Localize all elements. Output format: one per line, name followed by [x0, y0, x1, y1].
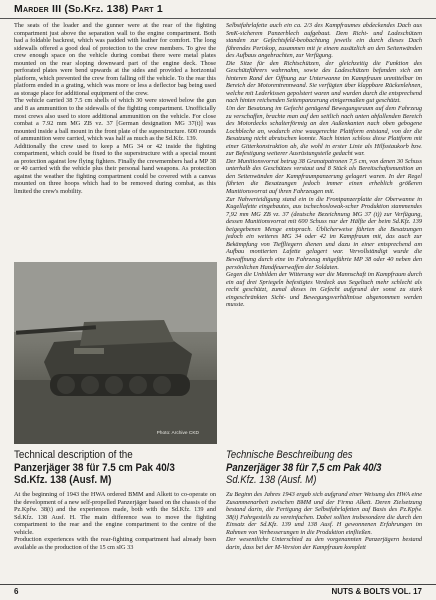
heading-line: Technische Beschreibung des — [226, 449, 353, 461]
heading-line: Panzerjäger 38 für 7.5 cm Pak 40/3 — [14, 461, 175, 474]
paragraph: Zur Nahverteidigung stand ein in die Frontpanzerplatte der Oberwanne in Kugellafette eingebautes, aus tschechoslowak-scher Produktion stammendes 7,92 mm MG ZB vz. 37 (deutsche Bezeichnung MG 37 (t)) zur Verfügung, dessen Munitionsvorrat mit 600 Schuss nur der Hälfte der beim Sd.Kfz. 139 beigegebenen Menge entsprach. Üblicherweise führten die Besatzungen jedoch ein weiteres MG 34 oder 42 im Kampfraum mit, das auch zur Bekämpfung von Tieffliegern dienen und dazu in einer entsprechend am Aufbau montierten Lafette gelagert war. Vervollständigt wurde die Bewaffnung durch eine im Fahrzeug mitgeführte MP 38 oder 40 neben den persönlichen Handfeuerwaffen der Soldaten. — [226, 195, 422, 271]
section-heading-german — [226, 449, 405, 487]
right-column-text — [226, 22, 422, 309]
paragraph: The seats of the loader and the gunner were at the rear of the fighting compartment just above the separation wall to the engine compartment. Both had a foldable backrest, which was padded with leather for comfort. The long sidewalls offered a good deal of protection to the crew members. To give the crew enough space on the vehicle during combat there were metal plates mounted on the rear sloping downward part of the engine deck. Those perforated plates were bend upwards at the sides and provided a horizontal platform, which prevented the crew from falling off the vehicle. To the rear this platform ended in a grating, which was more or less a deflector bag being used as storage place for additional equipment of the crew. — [14, 22, 216, 97]
heading-line: Technical description of the — [14, 449, 133, 461]
heading-line: Panzerjäger 38 für 7,5 cm Pak 40/3 — [226, 461, 382, 474]
photo-credit: Photo: Archive CKD — [156, 431, 199, 436]
right-lower-text: Zu Beginn des Jahres 1943 ergab sich aufgrund einer Weisung des HWA eine Zusammenarbeit zwischen BMM und der Firma Alkett. Deren Zielsetzung bestand darin, die Fertigung der Selbstfahrlafetten auf Basis des Pz.Kpfw. 38(t) Fahrgestells zu vereinfachen. Dabei sollten insbesondere die durch den Einsatz der Sd.Kfz. 139 und 138 Ausf. H gewonnenen Erfahrungen im Rahmen von Verbesserungen in die Produktion einfließen. Der wesentliche Unterschied zu den vorgenannten Panzerjägern bestand darin, dass bei der M-Version der Kampfraum komplett — [226, 491, 422, 551]
footer-rule — [0, 584, 436, 585]
paragraph: Selbstfahrlafette auch ein ca. 2/3 des Kampfraumes abdeckendes Dach aus SmK-sicherem Panzerblech aufgebaut. Dem Richt- und Ladeschützen standen zur Gefechtsfeld-beobachtung jeweils ein durch dieses Dach führendes Periskop, zusammen mit je einem zusätzlich an den Seitenwänden des Aufbaus angebrachten, zur Verfügung. — [226, 22, 422, 60]
paragraph: Der Munitionsvorrat betrug 38 Granatpatronen 7,5 cm, von denen 30 Schuss unterhalb des Geschützes verstaut und 8 Stück als Bereitschaftsmunition an den Seitenwänden der Kampfraumpanzerung gelagert waren. In der Regel führten die Besatzungen jedoch immer einen erheblich größeren Munitionsvorrat auf ihren Fahrzeugen mit. — [226, 157, 422, 196]
series-title: NUTS & BOLTS VOL. 17 — [331, 587, 422, 596]
page-number: 6 — [14, 587, 19, 596]
tank-photo — [14, 262, 217, 444]
left-lower-text: At the beginning of 1943 the HWA ordered BMM and Alkett to co-operate on the development of a new self-propelled Panzerjäger based on the chassis of the Pz.Kpfw. 38(t) and the experiences made, both with the Sd.Kfz. 139 and Sd.Kfz. 138 Ausf. H. The main difference was to move the fighting compartment to the rear and the engine compartment to the centre of the vehicle. Production experiences with the rear-fighting compartment had already been available as the production of the 15 cm sIG 33 — [14, 491, 216, 551]
paragraph: Additionally the crew used to keep a MG 34 or 42 inside the fighting compartment, which could be fixed to the superstructure with a special mount as protection against low flying fighters. Finally the crewmembers had a MP 38 or 40 carried with the vehicle plus their personal hand weapons. As protection against the weather the fighting compartment could be covered with a canvas mounted on three hoops which had to be removed during combat, as this limited the crew's mobility. — [14, 142, 216, 196]
heading-line: Sd.Kfz. 138 (Ausf. M) — [14, 474, 112, 486]
paragraph: Um der Besatzung im Gefecht genügend Bewegungsraum auf dem Fahrzeug zu verschaffen, brachte man auf den seitlich nach unten abfallenden Bereich des Motordecks schalterförmig an den Außenkanten nach oben gebogene Lochbleche an, wodurch eine waagerechte Plattform entstand, von der die Besatzung nicht abrutschen konnte. Nach hinten schloss diese Plattform mit einer Gitterkonstruktion ab, die wohl in erster Linie als Hilfsstaukorb bzw. zur Befestigung weiterer Ausrüstungsteile gedacht war. — [226, 105, 422, 158]
left-column-text — [14, 22, 216, 196]
paragraph: Die Sitze für den Richtschützen, der gleichzeitig die Funktion des Geschützführers wahrnahm, sowie des Ladeschützen befanden sich am hinteren Rand der Öffnung zur Unterwanne im Kampfraum unmittelbar im Bereich der Motorentrennwand. Sie verfügten über klappbare Rückenlehnen, welche mit Lederkissen gepolstert waren und wurden durch die entsprechend nach hinten reichenden Seitenpanzerung einigermaßen gut geschützt. — [226, 59, 422, 105]
heading-line: Sd.Kfz. 138 (Ausf. M) — [226, 474, 317, 486]
tank-photo-illustration — [14, 262, 217, 444]
running-title: Marder III (Sd.Kfz. 138) Part 1 — [14, 3, 163, 15]
page-header — [0, 0, 436, 19]
paragraph: Gegen die Unbilden der Witterung war die Mannschaft im Kampfraum durch ein auf drei Spriegeln befestigtes Verdeck aus Segeltuch mehr schlecht als recht geschützt, zumal dieses im Gefecht aufgrund der sonst zu stark eingeschränkten Sicht- und Bewegungsverhältnisse abgenommen werden musste. — [226, 271, 422, 309]
section-heading-english — [14, 449, 194, 487]
paragraph: The vehicle carried 38 7.5 cm shells of which 30 were stowed below the gun and 8 as ammunition to the sidewalls of the fighting compartment. Unofficially most crews also used to store additional ammunition on the vehicle. For close combat a 7.92 mm MG ZB vz. 37 [German designation MG 37(t)] was mounted inside a ball mount in the front plate of the superstructure. 600 rounds of ammunition were carried, which was half as much as the Sd.Kfz. 139. — [14, 97, 216, 143]
